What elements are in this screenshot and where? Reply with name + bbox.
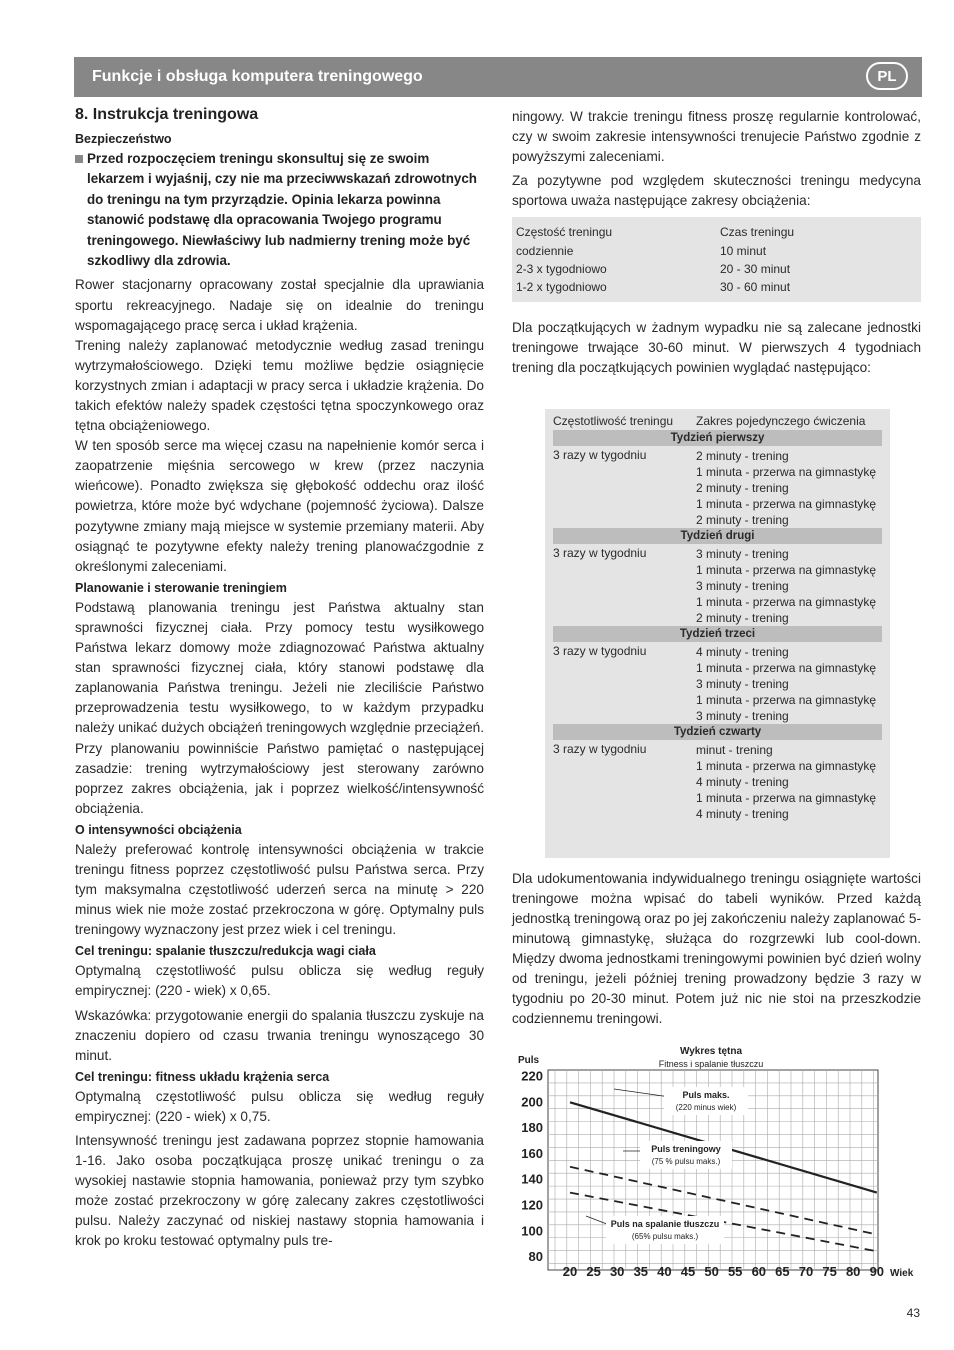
- left-column: [75, 106, 484, 1256]
- section-title: 8. Instrukcja treningowa: [75, 106, 259, 123]
- table-row: 3 razy w tygodniu 3 minuty - trening 1 minuta - przerwa na gimnastykę 3 minuty - trening 1 minuta - przerwa na gimnastykę 2 minuty - trening: [553, 546, 877, 625]
- table-row: 3 razy w tygodniu 4 minuty - trening 1 minuta - przerwa na gimnastykę 3 minuty - trening 1 minuta - przerwa na gimnastykę 3 minuty - trening: [553, 644, 877, 723]
- safety-warning-text: Przed rozpoczęciem treningu skonsultuj się ze swoim lekarzem i wyjaśnij, czy nie ma przeciwwskazań zdrowotnych do treningu na tym przyrządzie. Opinia lekarza powinna stanowić podstawę dla opracowania Twojego programu treningowego. Niewłaściwy lub nadmierny trening może być szkodliwy dla zdrowia.: [87, 151, 477, 269]
- paragraph: ningowy. W trakcie treningu fitness proszę regularnie kontrolować, czy w swoim zakresie intensywności trenujecie Państwo zgodnie z powyższymi zaleceniami.: [512, 109, 921, 165]
- chart-title: Wykres tętna: [679, 1046, 743, 1057]
- series-label: Puls treningowy: [651, 1144, 721, 1154]
- y-axis-label: Puls: [518, 1055, 540, 1066]
- x-tick-label: 45: [680, 1264, 696, 1279]
- x-tick-label: 65: [775, 1264, 790, 1279]
- table-row: 3 razy w tygodniu minut - trening 1 minuta - przerwa na gimnastykę 4 minuty - trening 1 minuta - przerwa na gimnastykę 4 minuty - trening: [553, 742, 877, 821]
- series-label: Puls na spalanie tłuszczu: [610, 1219, 720, 1229]
- x-tick-label: 55: [727, 1264, 743, 1279]
- x-axis-label: Wiek: [890, 1268, 914, 1279]
- table-row: 1-2 x tygodniowo 30 - 60 minut: [516, 280, 791, 295]
- table-row: 2-3 x tygodniowo 20 - 30 minut: [516, 261, 791, 276]
- heading-planning: Planowanie i sterowanie treningiem: [75, 580, 287, 595]
- week-block: [545, 430, 890, 528]
- y-tick-label: 100: [521, 1223, 543, 1239]
- series-note: (65% pulsu maks.): [631, 1232, 699, 1241]
- x-tick-label: 80: [845, 1264, 861, 1279]
- y-tick-label: 80: [528, 1249, 543, 1265]
- series-note: (75 % pulsu maks.): [651, 1157, 721, 1166]
- x-tick-label: 90: [869, 1264, 885, 1279]
- paragraph: Dla początkujących w żadnym wypadku nie są zalecane jednostki treningowe trwające 30-60 minut. W pierwszych 4 tygodniach trening dla początkujących powinien wyglądać następująco:: [512, 320, 921, 376]
- bullet-square-icon: [75, 155, 83, 163]
- x-tick-label: 35: [633, 1264, 649, 1279]
- table-row: codziennie 10 minut: [516, 243, 767, 258]
- week-title: Tydzień czwarty: [553, 724, 882, 740]
- y-tick-label: 120: [521, 1197, 543, 1213]
- paragraph: Intensywność treningu jest zadawana poprzez stopnie hamowania 1-16. Jako osoba początkująca proszę unikać treningu o za wysokiej nastawie stopnia hamowania, ponieważ przy tym szybko może zostać przekroczony w górę zalecany zakres częstotliwości pulsu. Należy zaczynać od niskiej nastawy stopnia hamowania i krok po kroku testować optymalny puls tre-: [75, 1133, 484, 1249]
- paragraph: Należy preferować kontrolę intensywności obciążenia w trakcie treningu fitness poprzez częstotliwość pulsu Państwa serca. Przy tym maksymalna częstotliwość uderzeń serca na minutę > 220 minus wiek nie może zostać przekroczona w górę. Optymalny puls treningowy wyznaczony jest przez wiek i cel treningu.: [75, 841, 484, 938]
- y-tick-label: 220: [521, 1068, 543, 1084]
- y-tick-label: 140: [521, 1171, 543, 1187]
- paragraph: Podstawą planowania treningu jest Państwa aktualny stan sprawności fizycznej ciała. Przy pomocy testu wysiłkowego Państwa lekarz domowy może zdiagnozować Państwa aktualny stan sprawności fizycznej ciała, który stanowi podstawę dla zaplanowania Państwa treningu. Jeżeli nie zleciliście Państwo przeprowadzenia testu wysiłkowego, to w każdym przypadku należy unikać dużych obciążeń treningowych względnie przeciążeń. Przy planowaniu powinniście Państwo pamiętać o następującej zasadzie: trening wytrzymałościowy jest sterowany zarówno poprzez zakres obciążenia, jak i poprzez wielkość/intensywność obciążenia.: [75, 599, 484, 816]
- x-tick-label: 70: [798, 1264, 814, 1279]
- heading-fat-burning: Cel treningu: spalanie tłuszczu/redukcja wagi ciała: [75, 944, 376, 959]
- page-header: [74, 57, 922, 97]
- series-label: Puls maks.: [682, 1090, 730, 1100]
- table-header-row: Częstotliwość treningu Zakres pojedynczego ćwiczenia: [553, 414, 866, 428]
- week-block: [545, 528, 890, 626]
- x-tick-label: 40: [657, 1264, 672, 1279]
- x-tick-label: 50: [704, 1264, 719, 1279]
- week-block: [545, 626, 890, 724]
- paragraph: Optymalną częstotliwość pulsu oblicza się według reguły empirycznej: (220 - wiek) x 0,75.: [75, 1088, 484, 1124]
- paragraph: Dla udokumentowania indywidualnego treningu osiągnięte wartości treningowe można wpisać do tabeli wyników. Przed każdą jednostką treningową oraz po jej zakończeniu należy zaplanować 5-minutową gimnastykę, służąca do rozgrzewki lub cool-down. Między dwoma jednostkami treningowymi powinien być dzień wolny od treningu, jeżeli później trening prowadzony będzie 3 razy w tygodniu po 20-30 minut. Potem już nic nie stoi na przeszkodzie codziennemu treningowi.: [512, 870, 921, 1027]
- week-block: [545, 724, 890, 822]
- x-tick-label: 25: [586, 1264, 601, 1279]
- week-title: Tydzień drugi: [553, 528, 882, 544]
- paragraph: Trening należy zaplanować metodycznie według zasad treningu wytrzymałościowego. Dzięki temu możliwe będzie osiągnięcie korzystnych zmian i adaptacji w pracy serca i układzie krążenia. Do takich efektów należy spadek częstości tętna spoczynkowego oraz tętna obciążeniowego.: [75, 337, 484, 434]
- heading-intensity: O intensywności obciążenia: [75, 822, 242, 837]
- x-tick-label: 75: [822, 1264, 837, 1279]
- x-tick-label: 30: [609, 1264, 625, 1279]
- heading-safety: Bezpieczeństwo: [75, 132, 172, 146]
- table-row: Częstość treningu Czas treningu: [516, 225, 795, 240]
- paragraph: Wskazówka: przygotowanie energii do spalania tłuszczu zyskuje na znaczeniu dopiero od czasu trwania treningu wynoszącego 30 minut.: [75, 1007, 484, 1063]
- table-row: 3 razy w tygodniu 2 minuty - trening 1 minuta - przerwa na gimnastykę 2 minuty - trening 1 minuta - przerwa na gimnastykę 2 minuty - trening: [553, 448, 877, 527]
- series-note: (220 minus wiek): [675, 1103, 737, 1112]
- paragraph: Za pozytywne pod względem skuteczności treningu medycyna sportowa uważa następujące zakresy obciążenia:: [512, 173, 921, 209]
- chart-subtitle: Fitness i spalanie tłuszczu: [658, 1059, 764, 1069]
- paragraph: Rower stacjonarny opracowany został specjalnie dla uprawiania sportu rekreacyjnego. Nadaje się on idealnie do treningu wspomagającego pracę serca i układ krążenia.: [75, 277, 484, 333]
- y-tick-label: 200: [521, 1094, 543, 1110]
- week-title: Tydzień pierwszy: [553, 430, 882, 446]
- beginner-plan-table: [545, 409, 890, 858]
- language-badge: PL: [866, 62, 908, 90]
- week-title: Tydzień trzeci: [553, 626, 882, 642]
- x-tick-label: 60: [751, 1264, 767, 1279]
- paragraph: W ten sposób serce ma więcej czasu na napełnienie komór serca i zaopatrzenie mięśnia sercowego w krew (przez naczynia wieńcowe). Ponadto zwiększa się głębokość oddechu oraz ilość powietrza, które może być wdychane (pojemność życiowa). Dalsze pozytywne zmiany mają miejsce w systemie przemiany materii. Aby osiągnąć te pozytywne efekty należy trening planowaćzgodnie z określonymi zaleceniami.: [75, 438, 484, 574]
- y-tick-label: 160: [521, 1145, 543, 1161]
- safety-warning: [75, 149, 484, 271]
- heading-cardio-fitness: Cel treningu: fitness układu krążenia serca: [75, 1069, 330, 1084]
- y-tick-label: 180: [521, 1120, 543, 1136]
- paragraph: Optymalną częstotliwość pulsu oblicza się według reguły empirycznej: (220 - wiek) x 0,65.: [75, 963, 484, 999]
- load-ranges-table: [512, 217, 921, 302]
- page-number: 43: [906, 1306, 920, 1320]
- heart-rate-chart: [506, 1044, 922, 1284]
- x-tick-label: 20: [562, 1264, 578, 1279]
- header-title: Funkcje i obsługa komputera treningowego: [92, 68, 423, 85]
